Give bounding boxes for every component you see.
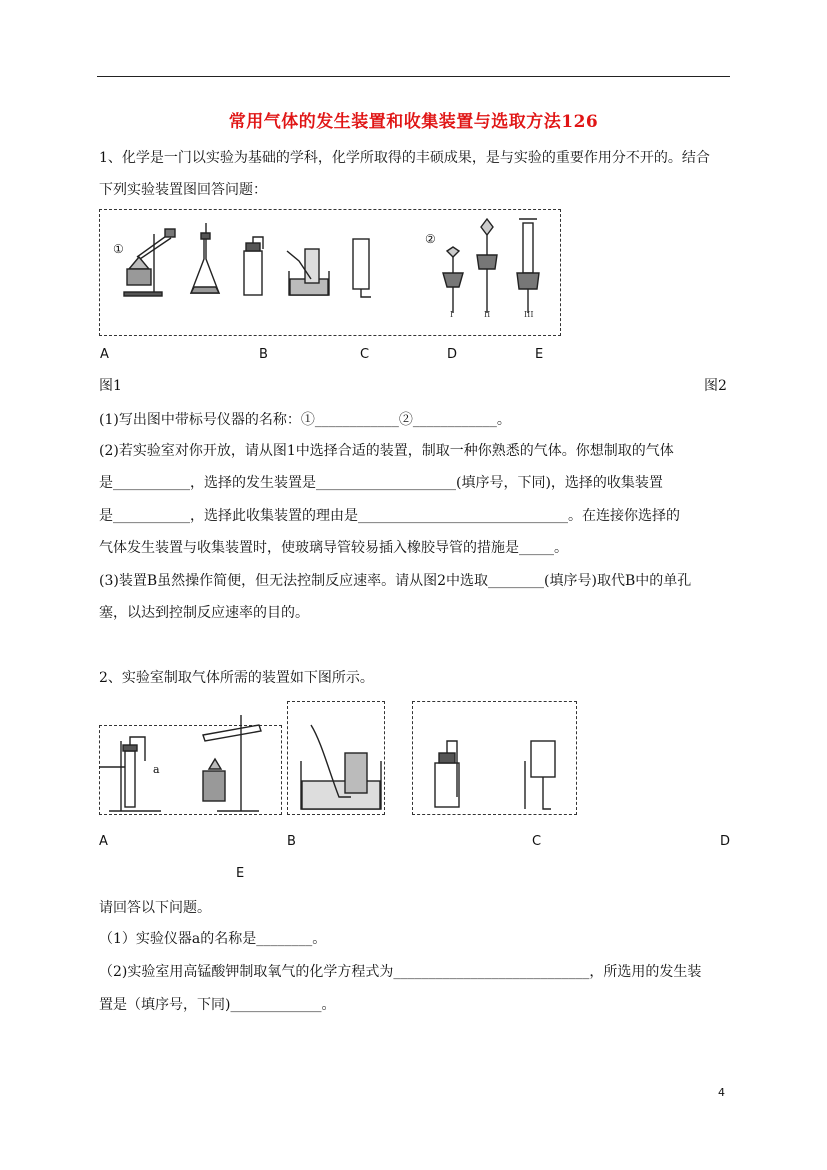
q2-label-b: B: [287, 834, 296, 849]
q2-label-a: A: [99, 834, 108, 849]
q2-part1: （1）实验仪器a的名称是________。: [99, 931, 327, 947]
circle-label-2: ②: [425, 232, 436, 246]
q1-label-b: B: [259, 347, 268, 362]
fig2-caption: 图2: [704, 378, 727, 394]
q2-prompt: 请回答以下问题。: [99, 900, 211, 916]
circle-label-1: ①: [113, 242, 124, 256]
q2-label-e: E: [236, 866, 245, 881]
q1-part3-line2: 塞，以达到控制反应速率的目的。: [99, 605, 309, 621]
header-rule: [97, 76, 730, 77]
fig1-caption: 图1: [99, 378, 122, 394]
q1-part3-line1: (3)装置B虽然操作简便，但无法控制反应速率。请从图2中选取________(填序号)取代B中的单孔: [99, 573, 692, 589]
q1-part2-line4: 气体发生装置与收集装置时，使玻璃导管较易插入橡胶导管的措施是_____。: [99, 540, 568, 556]
q1-label-c: C: [360, 347, 370, 362]
q2-part2-line1: （2)实验室用高锰酸钾制取氧气的化学方程式为____________________________，所选用的发生装: [99, 964, 702, 980]
q1-apparatus-figure: [99, 209, 561, 336]
q1-part2-line1: (2)若实验室对你开放，请从图1中选择合适的装置，制取一种你熟悉的气体。你想制取的气体: [99, 443, 674, 459]
tube-label-1: I: [450, 310, 454, 319]
q2-intro: 2、实验室制取气体所需的装置如下图所示。: [99, 670, 374, 686]
q1-intro-line1: 1、化学是一门以实验为基础的学科，化学所取得的丰硕成果，是与实验的重要作用分不开的。结合: [99, 150, 710, 166]
q1-part2-line3: 是___________，选择此收集装置的理由是______________________________。在连接你选择的: [99, 508, 680, 524]
label-a: a: [153, 763, 160, 776]
q1-label-e: E: [535, 347, 544, 362]
q2-label-d: D: [720, 834, 731, 849]
page-title: 常用气体的发生装置和收集装置与选取方法126: [228, 112, 599, 132]
q2-label-c: C: [532, 834, 542, 849]
q2-apparatus-figure: [99, 701, 579, 815]
q1-intro-line2: 下列实验装置图回答问题：: [99, 182, 267, 198]
tube-label-2: II: [484, 310, 491, 319]
q1-label-d: D: [447, 347, 458, 362]
q2-part2-line2: 置是（填序号，下同)_____________。: [99, 997, 336, 1013]
tube-label-3: III: [524, 310, 534, 319]
q1-label-a: A: [100, 347, 109, 362]
q1-part1: (1)写出图中带标号仪器的名称：①____________②____________。: [99, 412, 511, 428]
q1-part2-line2: 是___________，选择的发生装置是____________________(填序号，下同)，选择的收集装置: [99, 475, 663, 491]
page-number: 4: [718, 1086, 725, 1099]
